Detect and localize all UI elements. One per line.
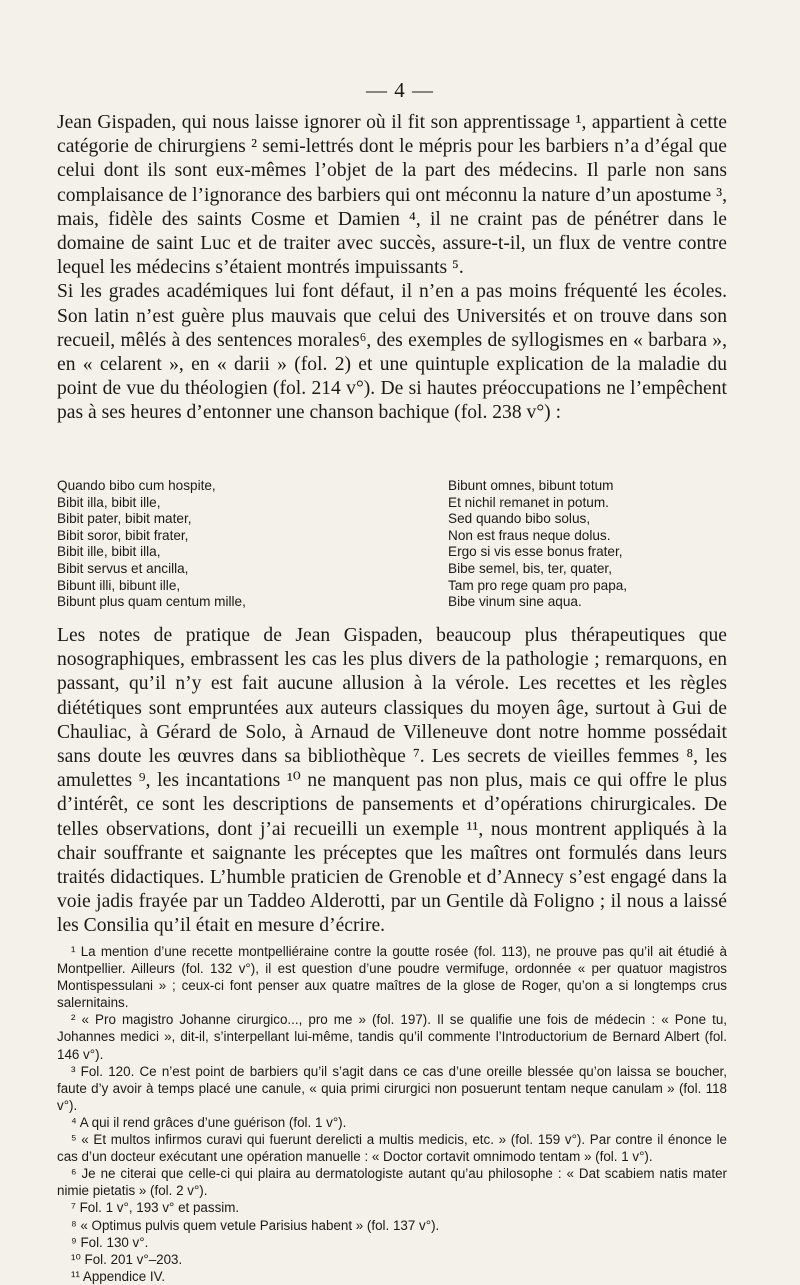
- verse-line: Sed quando bibo solus,: [448, 511, 591, 527]
- footnotes: [57, 943, 727, 1285]
- verse-line: Non est fraus neque dolus.: [448, 527, 611, 543]
- verse-line: Bibunt illi, bibunt ille,: [57, 577, 181, 593]
- verse-line: Bibe semel, bis, ter, quater,: [448, 560, 612, 576]
- footnote: ⁸ « Optimus pulvis quem vetule Parisius habent » (fol. 137 v°).: [71, 1217, 440, 1233]
- paragraph-2: Si les grades académiques lui font défaut, il n’en a pas moins fréquenté les écoles. Son latin n’est guère plus mauvais que celui des Universités et on trouve dans son recueil, mêlés à des sentences morales⁶, des exemples de syllogismes en « barbara », en « celarent », en « darii » (fol. 2) et une quintuple explication de la maladie du point de vue du théologien (fol. 214 v°). De si hautes préoccupations ne l’empêchent pas à ses heures d’entonner une chanson bachique (fol. 238 v°) :: [57, 281, 727, 424]
- verse-line: Bibit illa, bibit ille,: [57, 494, 161, 510]
- footnote: ² « Pro magistro Johanne cirurgico..., pro me » (fol. 197). Il se qualifie une fois de médecin : « Pone tu, Johannes medici », dit-il, s’interpellant lui-même, tandis qu’il commente l’Introductorium de Bernard Albert (fol. 146 v°).: [57, 1012, 727, 1062]
- verse-line: Bibit ille, bibit illa,: [57, 544, 161, 560]
- page-number: — 4 —: [366, 78, 434, 102]
- footnote: ³ Fol. 120. Ce n’est point de barbiers qu’il s’agit dans ce cas d’une oreille blessée qu’on laissa se boucher, faute d’y avoir à temps placé une canule, « quia primi cirurgici non posuerunt tentam neque canulam » (fol. 118 v°).: [57, 1063, 727, 1113]
- footnote: ⁵ « Et multos infirmos curavi qui fuerunt derelicti a multis medicis, etc. » (fol. 159 v°). Par contre il énonce le cas d’un docteur exécutant une opération manuelle : « Doctor cortavit omnimodo tentam » (fol. 1 v°).: [57, 1132, 727, 1165]
- verse-line: Bibunt omnes, bibunt totum: [448, 478, 614, 493]
- footnote: ⁷ Fol. 1 v°, 193 v° et passim.: [71, 1200, 240, 1216]
- verse-line: Et nichil remanet in potum.: [448, 494, 609, 510]
- verse-line: Bibit servus et ancilla,: [57, 560, 189, 576]
- footnote: ¹ La mention d’une recette montpelliéraine contre la goutte rosée (fol. 113), ne prouve pas qu’il ait étudié à Montpellier. Ailleurs (fol. 132 v°), il est question d’une poudre vermifuge, ordonnée « per quatuor magistros Montispessulani » ; ceux-ci font penser aux quatre maîtres de la glose de Roger, qu’on a si longtemps crus salernitains.: [57, 944, 727, 1011]
- paragraph-3: Les notes de pratique de Jean Gispaden, beaucoup plus thérapeutiques que nosographiques, embrassent les cas les plus divers de la pathologie ; remarquons, en passant, qu’il n’y est fait aucune allusion à la vérole. Les recettes et les règles diététiques sont empruntées aux auteurs classiques du moyen âge, surtout à Gui de Chauliac, à Gérard de Solo, à Arnaud de Villeneuve dont notre homme possédait sans doute les œuvres dans sa bibliothèque ⁷. Les secrets de vieilles femmes ⁸, les amulettes ⁹, les incantations ¹⁰ ne manquent pas non plus, mais ce qui offre le plus d’intérêt, ce sont les descriptions de pansements et d’opérations chirurgicales. De telles observations, dont j’ai recueilli un exemple ¹¹, nous montrent appliqués à la chair souffrante et saignante les préceptes que les maîtres ont formulés dans leurs traités didactiques. L’humble praticien de Grenoble et d’Annecy s’est engagé dans la voie jadis frayée par un Taddeo Alderotti, par un Gentile dà Foligno ; il nous a laissé les Consilia qu’il était en mesure d’écrire.: [57, 625, 727, 937]
- footnote: ⁶ Je ne citerai que celle-ci qui plaira au dermatologiste autant qu’au philosophe : « Dat scabiem natis mater nimie pietatis » (fol. 2 v°).: [57, 1166, 727, 1199]
- verse-column-left: [57, 478, 246, 611]
- footnote: ¹⁰ Fol. 201 v°–203.: [71, 1251, 183, 1267]
- verse-line: Tam pro rege quam pro papa,: [448, 577, 628, 593]
- footnote: ¹¹ Appendice IV.: [71, 1268, 166, 1284]
- paragraph-1: Jean Gispaden, qui nous laisse ignorer où il fit son apprentissage ¹, appartient à cette catégorie de chirurgiens ² semi-lettrés dont le mépris pour les barbiers n’a d’égal que celui dont ils sont eux-mêmes l’objet de la part des médecins. Il parle non sans complaisance de l’ignorance des barbiers qui ont méconnu la nature d’un apostume ³, mais, fidèle des saints Cosme et Damien ⁴, il ne craint pas de pénétrer dans le domaine de saint Luc et de traiter avec succès, assure-t-il, un flux de ventre contre lequel les médecins s’étaient montrés impuissants ⁵.: [57, 112, 727, 279]
- footnote: ⁴ A qui il rend grâces d’une guérison (fol. 1 v°).: [71, 1114, 347, 1130]
- verse-line: Bibit pater, bibit mater,: [57, 511, 192, 527]
- verse-line: Bibit soror, bibit frater,: [57, 527, 189, 543]
- body-text-bottom: [57, 624, 727, 939]
- verse-line: Ergo si vis esse bonus frater,: [448, 544, 623, 560]
- footnote: ⁹ Fol. 130 v°.: [71, 1234, 149, 1250]
- verse-line: Bibunt plus quam centum mille,: [57, 594, 246, 610]
- verse-line: Bibe vinum sine aqua.: [448, 594, 582, 610]
- verse-column-right: [448, 478, 627, 611]
- verse-line: Quando bibo cum hospite,: [57, 478, 216, 493]
- body-text-top: [57, 111, 727, 426]
